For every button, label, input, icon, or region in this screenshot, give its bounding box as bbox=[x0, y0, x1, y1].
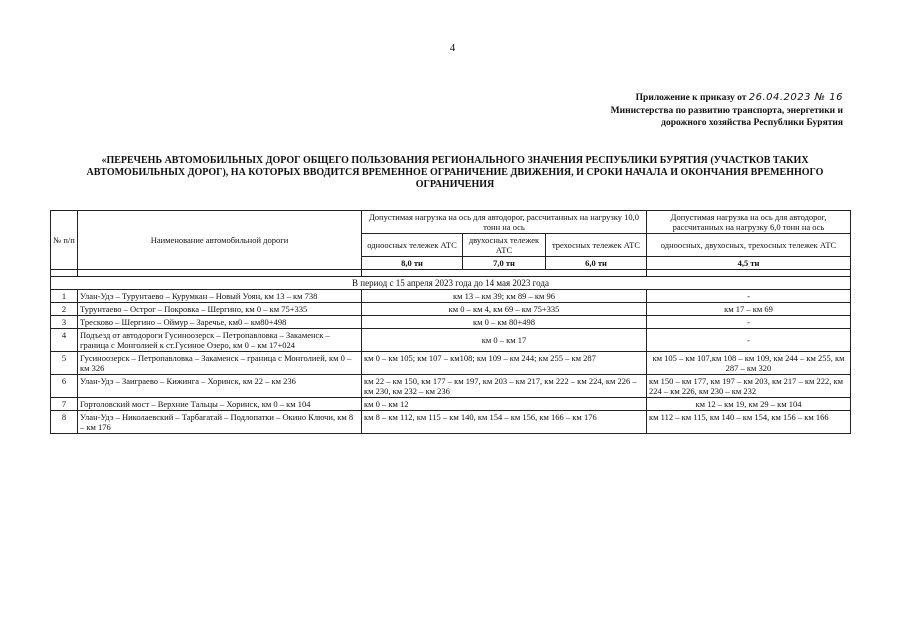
load-10t-sections: км 13 – км 39; км 89 – км 96 bbox=[362, 290, 647, 303]
period-label: В период с 15 апреля 2023 года до 14 мая 2023 года bbox=[51, 277, 851, 290]
load-10t-sections: км 0 – км 12 bbox=[362, 398, 647, 411]
spacer-row bbox=[51, 270, 851, 277]
table-row bbox=[51, 316, 851, 329]
road-name: Улан-Удэ – Заиграево – Кижинга – Хоринск, км 22 – км 236 bbox=[78, 375, 362, 398]
row-num: 1 bbox=[51, 290, 78, 303]
table-row bbox=[51, 352, 851, 375]
row-num: 5 bbox=[51, 352, 78, 375]
document-title: «ПЕРЕЧЕНЬ АВТОМОБИЛЬНЫХ ДОРОГ ОБЩЕГО ПОЛЬЗОВАНИЯ РЕГИОНАЛЬНОГО ЗНАЧЕНИЯ РЕСПУБЛИКИ БУРЯТИЯ (УЧАСТКОВ ТАКИХ АВТОМОБИЛЬНЫХ ДОРОГ), НА КОТОРЫХ ВВОДИТСЯ ВРЕМЕННОЕ ОГРАНИЧЕНИЕ ДВИЖЕНИЯ, И СРОКИ НАЧАЛА И ОКОНЧАНИЯ ВРЕМЕННОГО ОГРАНИЧЕНИЯ bbox=[86, 155, 824, 190]
header-single-axle: одноосных тележек АТС bbox=[362, 234, 463, 257]
table-row bbox=[51, 398, 851, 411]
header-road-name: Наименование автомобильной дороги bbox=[78, 211, 362, 270]
load-10t-sections: км 8 – км 112, км 115 – км 140, км 154 – км 156, км 166 – км 176 bbox=[362, 411, 647, 434]
load-6t-sections: км 17 – км 69 bbox=[647, 303, 851, 316]
road-name: Гортоловский мост – Верхние Тальцы – Хоринск, км 0 – км 104 bbox=[78, 398, 362, 411]
appendix-block bbox=[611, 92, 843, 130]
load-6t-sections: - bbox=[647, 316, 851, 329]
load-single: 8,0 тн bbox=[362, 257, 463, 270]
load-10t-sections: км 0 – км 105; км 107 – км108; км 109 – км 244; км 255 – км 287 bbox=[362, 352, 647, 375]
load-10t-sections: км 22 – км 150, км 177 – км 197, км 203 – км 217, км 222 – км 224, км 226 – км 230, км 232 – км 236 bbox=[362, 375, 647, 398]
load-6t-sections: км 150 – км 177, км 197 – км 203, км 217 – км 222, км 224 – км 226, км 230 – км 232 bbox=[647, 375, 851, 398]
header-triple-axle: трехосных тележек АТС bbox=[546, 234, 647, 257]
table-row bbox=[51, 303, 851, 316]
page-number: 4 bbox=[449, 42, 456, 54]
load-6t-sections: км 12 – км 19, км 29 – км 104 bbox=[647, 398, 851, 411]
row-num: 4 bbox=[51, 329, 78, 352]
appendix-line-3: дорожного хозяйства Республики Бурятия bbox=[661, 118, 843, 128]
period-row bbox=[51, 277, 851, 290]
road-name: Гусиноозерск – Петропавловка – Закаменск – граница с Монголией, км 0 – км 326 bbox=[78, 352, 362, 375]
header-row-1 bbox=[51, 211, 851, 234]
load-all: 4,5 тн bbox=[647, 257, 851, 270]
load-10t-sections: км 0 – км 80+498 bbox=[362, 316, 647, 329]
row-num: 8 bbox=[51, 411, 78, 434]
road-name: Подъезд от автодороги Гусиноозерск – Петропавловка – Закаменск – граница с Монголией к ст.Гусиное Озеро, км 0 – км 17+024 bbox=[78, 329, 362, 352]
header-load-10t: Допустимая нагрузка на ось для автодорог, рассчитанных на нагрузку 10,0 тонн на ось bbox=[362, 211, 647, 234]
row-num: 2 bbox=[51, 303, 78, 316]
load-10t-sections: км 0 – км 4, км 69 – км 75+335 bbox=[362, 303, 647, 316]
header-double-axle: двухосных тележек АТС bbox=[463, 234, 546, 257]
load-6t-sections: км 112 – км 115, км 140 – км 154, км 156 – км 166 bbox=[647, 411, 851, 434]
row-num: 3 bbox=[51, 316, 78, 329]
table-row bbox=[51, 375, 851, 398]
road-name: Улан-Удэ – Николаевский – Тарбагатай – Подлопатки – Окино Ключи, км 8 – км 176 bbox=[78, 411, 362, 434]
road-name: Улан-Удэ – Турунтаево – Курумкан – Новый Уоян, км 13 – км 738 bbox=[78, 290, 362, 303]
header-load-6t: Допустимая нагрузка на ось для автодорог, рассчитанных на нагрузку 6,0 тонн на ось bbox=[647, 211, 851, 234]
handwritten-date-signature: 26.04.2023 № 16 bbox=[748, 92, 843, 103]
table-row bbox=[51, 411, 851, 434]
row-num: 6 bbox=[51, 375, 78, 398]
table-row bbox=[51, 329, 851, 352]
appendix-line-1 bbox=[611, 92, 843, 105]
header-num: № п/п bbox=[51, 211, 78, 270]
roads-table bbox=[50, 210, 851, 434]
load-6t-sections: км 105 – км 107,км 108 – км 109, км 244 – км 255, км 287 – км 320 bbox=[647, 352, 851, 375]
load-6t-sections: - bbox=[647, 290, 851, 303]
row-num: 7 bbox=[51, 398, 78, 411]
appendix-line-2: Министерства по развитию транспорта, энергетики и bbox=[610, 105, 843, 116]
load-10t-sections: км 0 – км 17 bbox=[362, 329, 647, 352]
road-name: Тресково – Шергино – Оймур – Заречье, км0 – км80+498 bbox=[78, 316, 362, 329]
table-row bbox=[51, 290, 851, 303]
load-triple: 6,0 тн bbox=[546, 257, 647, 270]
appendix-prefix: Приложение к приказу от bbox=[635, 93, 747, 103]
load-6t-sections: - bbox=[647, 329, 851, 352]
load-double: 7,0 тн bbox=[463, 257, 546, 270]
road-name: Турунтаево – Острог – Покровка – Шергино, км 0 – км 75+335 bbox=[78, 303, 362, 316]
header-all-axles: одноосных, двухосных, трехосных тележек АТС bbox=[647, 234, 851, 257]
